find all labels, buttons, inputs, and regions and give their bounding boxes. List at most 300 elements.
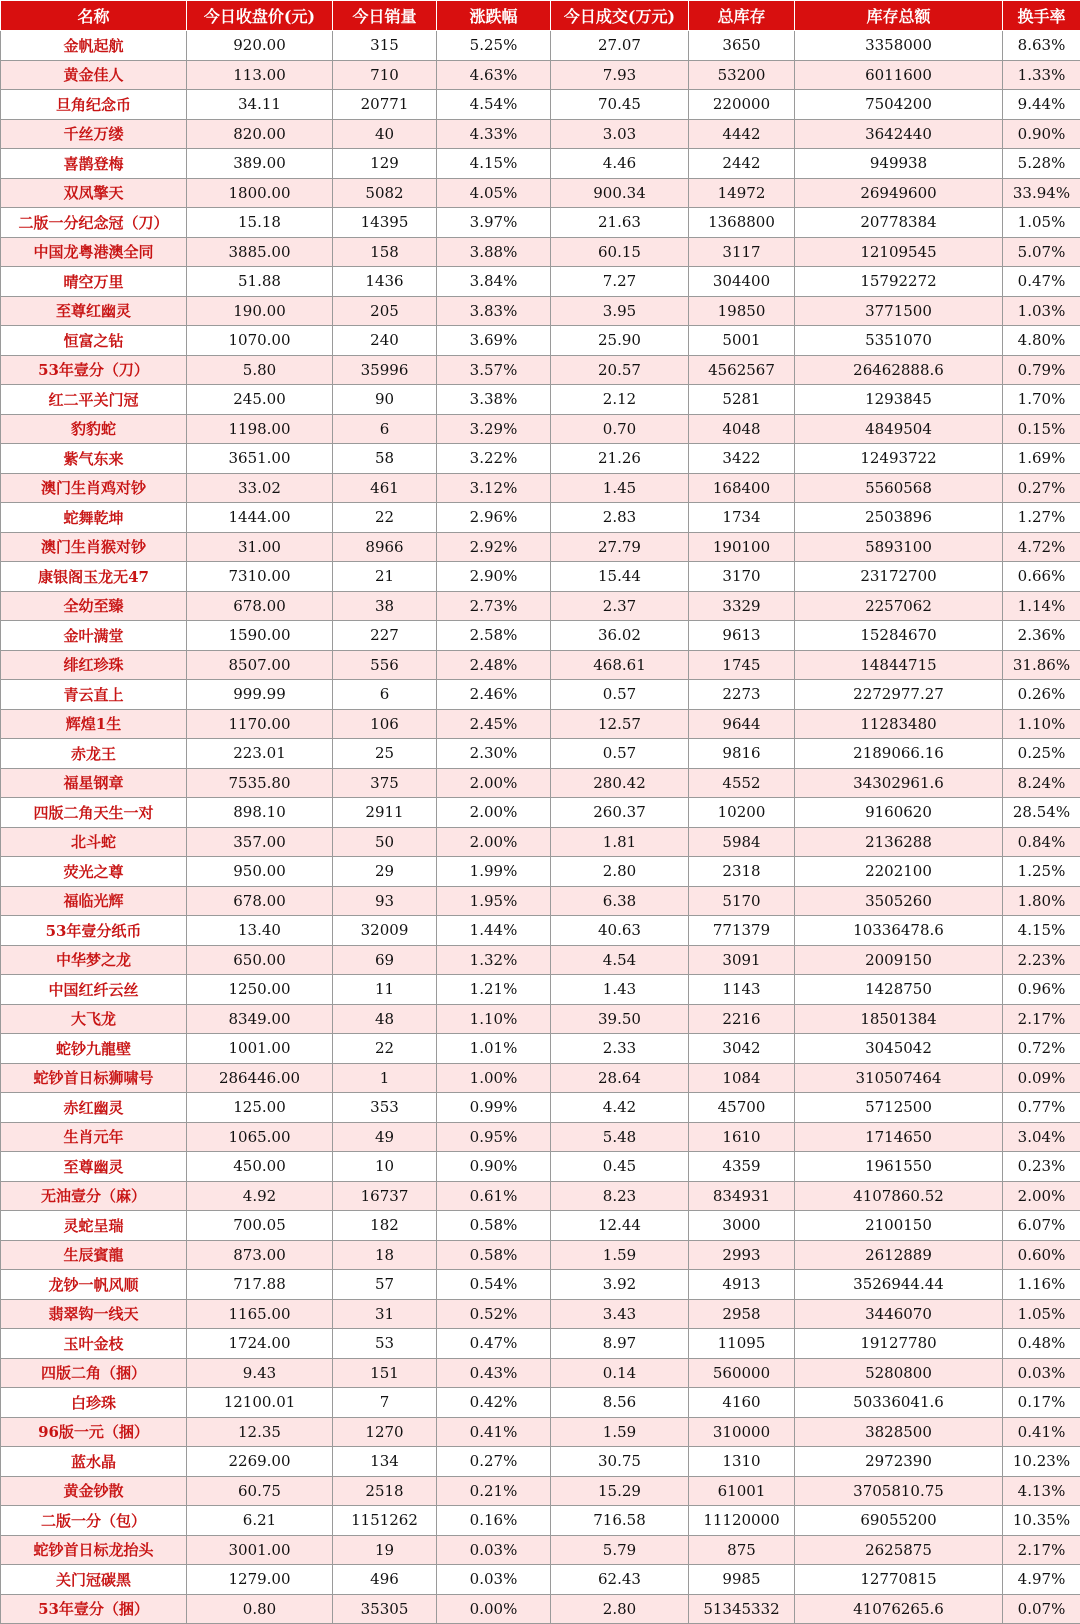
cell-turnover-amount: 2.12	[551, 385, 689, 415]
cell-stock-value: 6011600	[795, 60, 1003, 90]
cell-turnover-rate: 2.17%	[1003, 1004, 1080, 1034]
cell-name: 二版一分纪念冠（刀）	[1, 208, 187, 238]
cell-change-pct: 0.54%	[437, 1270, 551, 1300]
cell-total-stock: 53200	[689, 60, 795, 90]
cell-turnover-amount: 25.90	[551, 326, 689, 356]
cell-close-price: 678.00	[187, 886, 333, 916]
cell-change-pct: 1.21%	[437, 975, 551, 1005]
cell-total-stock: 3170	[689, 562, 795, 592]
table-row	[1, 680, 1080, 710]
cell-turnover-rate: 1.03%	[1003, 296, 1080, 326]
cell-sales-volume: 205	[333, 296, 437, 326]
cell-close-price: 15.18	[187, 208, 333, 238]
cell-change-pct: 1.01%	[437, 1034, 551, 1064]
cell-change-pct: 2.48%	[437, 650, 551, 680]
cell-turnover-amount: 70.45	[551, 90, 689, 120]
cell-turnover-rate: 0.72%	[1003, 1034, 1080, 1064]
cell-stock-value: 3446070	[795, 1299, 1003, 1329]
cell-total-stock: 1368800	[689, 208, 795, 238]
cell-change-pct: 1.95%	[437, 886, 551, 916]
cell-stock-value: 5560568	[795, 473, 1003, 503]
cell-turnover-rate: 0.90%	[1003, 119, 1080, 149]
cell-change-pct: 2.92%	[437, 532, 551, 562]
cell-name: 蛇钞首日标狮啸号	[1, 1063, 187, 1093]
cell-sales-volume: 556	[333, 650, 437, 680]
cell-stock-value: 34302961.6	[795, 768, 1003, 798]
table-row	[1, 1594, 1080, 1624]
cell-sales-volume: 35996	[333, 355, 437, 385]
cell-total-stock: 11120000	[689, 1506, 795, 1536]
cell-name: 蛇舞乾坤	[1, 503, 187, 533]
cell-stock-value: 2189066.16	[795, 739, 1003, 769]
cell-stock-value: 41076265.6	[795, 1594, 1003, 1624]
cell-turnover-rate: 2.36%	[1003, 621, 1080, 651]
cell-change-pct: 1.00%	[437, 1063, 551, 1093]
cell-total-stock: 51345332	[689, 1594, 795, 1624]
cell-stock-value: 5893100	[795, 532, 1003, 562]
cell-total-stock: 5001	[689, 326, 795, 356]
table-row	[1, 1476, 1080, 1506]
cell-sales-volume: 6	[333, 414, 437, 444]
cell-total-stock: 2958	[689, 1299, 795, 1329]
cell-sales-volume: 134	[333, 1447, 437, 1477]
cell-total-stock: 45700	[689, 1093, 795, 1123]
cell-sales-volume: 1151262	[333, 1506, 437, 1536]
cell-sales-volume: 25	[333, 739, 437, 769]
cell-turnover-amount: 8.97	[551, 1329, 689, 1359]
cell-stock-value: 20778384	[795, 208, 1003, 238]
cell-total-stock: 9816	[689, 739, 795, 769]
cell-turnover-rate: 8.24%	[1003, 768, 1080, 798]
cell-turnover-rate: 6.07%	[1003, 1211, 1080, 1241]
cell-stock-value: 19127780	[795, 1329, 1003, 1359]
cell-close-price: 357.00	[187, 827, 333, 857]
cell-turnover-rate: 1.14%	[1003, 591, 1080, 621]
cell-stock-value: 2625875	[795, 1535, 1003, 1565]
cell-name: 金帆起航	[1, 31, 187, 61]
cell-close-price: 113.00	[187, 60, 333, 90]
cell-change-pct: 3.84%	[437, 267, 551, 297]
cell-turnover-amount: 280.42	[551, 768, 689, 798]
cell-turnover-amount: 0.70	[551, 414, 689, 444]
cell-change-pct: 2.00%	[437, 768, 551, 798]
cell-name: 康银阁玉龙无47	[1, 562, 187, 592]
cell-sales-volume: 50	[333, 827, 437, 857]
cell-sales-volume: 1436	[333, 267, 437, 297]
cell-sales-volume: 20771	[333, 90, 437, 120]
cell-sales-volume: 1270	[333, 1417, 437, 1447]
cell-turnover-amount: 1.43	[551, 975, 689, 1005]
cell-sales-volume: 57	[333, 1270, 437, 1300]
cell-change-pct: 0.03%	[437, 1535, 551, 1565]
cell-name: 至尊幽灵	[1, 1152, 187, 1182]
cell-sales-volume: 49	[333, 1122, 437, 1152]
cell-name: 灵蛇呈瑞	[1, 1211, 187, 1241]
table-row	[1, 1152, 1080, 1182]
cell-close-price: 1198.00	[187, 414, 333, 444]
cell-total-stock: 3000	[689, 1211, 795, 1241]
table-row	[1, 1004, 1080, 1034]
cell-name: 96版一元（捆）	[1, 1417, 187, 1447]
cell-total-stock: 560000	[689, 1358, 795, 1388]
cell-change-pct: 3.97%	[437, 208, 551, 238]
table-row	[1, 385, 1080, 415]
cell-turnover-rate: 5.07%	[1003, 237, 1080, 267]
cell-total-stock: 3117	[689, 237, 795, 267]
cell-name: 喜鹊登梅	[1, 149, 187, 179]
cell-close-price: 999.99	[187, 680, 333, 710]
cell-turnover-amount: 8.56	[551, 1388, 689, 1418]
cell-turnover-amount: 2.37	[551, 591, 689, 621]
cell-total-stock: 9644	[689, 709, 795, 739]
cell-total-stock: 2442	[689, 149, 795, 179]
cell-stock-value: 3358000	[795, 31, 1003, 61]
cell-name: 晴空万里	[1, 267, 187, 297]
cell-turnover-rate: 1.80%	[1003, 886, 1080, 916]
cell-turnover-amount: 8.23	[551, 1181, 689, 1211]
cell-turnover-amount: 2.83	[551, 503, 689, 533]
cell-turnover-rate: 8.63%	[1003, 31, 1080, 61]
cell-turnover-amount: 15.44	[551, 562, 689, 592]
cell-turnover-rate: 2.17%	[1003, 1535, 1080, 1565]
table-row	[1, 1535, 1080, 1565]
cell-close-price: 678.00	[187, 591, 333, 621]
cell-stock-value: 50336041.6	[795, 1388, 1003, 1418]
cell-sales-volume: 32009	[333, 916, 437, 946]
cell-turnover-rate: 5.28%	[1003, 149, 1080, 179]
cell-sales-volume: 14395	[333, 208, 437, 238]
cell-name: 53年壹分（捆）	[1, 1594, 187, 1624]
table-row	[1, 60, 1080, 90]
cell-close-price: 1170.00	[187, 709, 333, 739]
cell-total-stock: 3650	[689, 31, 795, 61]
cell-name: 中国红纤云丝	[1, 975, 187, 1005]
cell-turnover-rate: 0.41%	[1003, 1417, 1080, 1447]
cell-stock-value: 23172700	[795, 562, 1003, 592]
cell-sales-volume: 240	[333, 326, 437, 356]
cell-change-pct: 0.16%	[437, 1506, 551, 1536]
cell-turnover-rate: 2.00%	[1003, 1181, 1080, 1211]
cell-total-stock: 1745	[689, 650, 795, 680]
cell-total-stock: 1610	[689, 1122, 795, 1152]
cell-stock-value: 2202100	[795, 857, 1003, 887]
cell-turnover-rate: 0.17%	[1003, 1388, 1080, 1418]
cell-total-stock: 190100	[689, 532, 795, 562]
cell-stock-value: 11283480	[795, 709, 1003, 739]
cell-total-stock: 4048	[689, 414, 795, 444]
table-row	[1, 296, 1080, 326]
cell-sales-volume: 40	[333, 119, 437, 149]
cell-total-stock: 4442	[689, 119, 795, 149]
cell-stock-value: 15284670	[795, 621, 1003, 651]
table-row	[1, 768, 1080, 798]
cell-sales-volume: 19	[333, 1535, 437, 1565]
cell-turnover-rate: 0.09%	[1003, 1063, 1080, 1093]
cell-name: 黄金钞散	[1, 1476, 187, 1506]
cell-turnover-rate: 0.25%	[1003, 739, 1080, 769]
cell-turnover-amount: 3.03	[551, 119, 689, 149]
cell-name: 至尊红幽灵	[1, 296, 187, 326]
cell-name: 全幼至臻	[1, 591, 187, 621]
table-body	[1, 31, 1080, 1624]
table-row	[1, 1063, 1080, 1093]
cell-total-stock: 2318	[689, 857, 795, 887]
cell-turnover-rate: 31.86%	[1003, 650, 1080, 680]
cell-sales-volume: 22	[333, 1034, 437, 1064]
cell-change-pct: 1.10%	[437, 1004, 551, 1034]
cell-name: 蛇钞九龍壁	[1, 1034, 187, 1064]
cell-stock-value: 4849504	[795, 414, 1003, 444]
cell-total-stock: 834931	[689, 1181, 795, 1211]
cell-sales-volume: 129	[333, 149, 437, 179]
table-row	[1, 1034, 1080, 1064]
cell-total-stock: 4160	[689, 1388, 795, 1418]
table-row	[1, 326, 1080, 356]
cell-stock-value: 5712500	[795, 1093, 1003, 1123]
cell-name: 玉叶金枝	[1, 1329, 187, 1359]
table-row	[1, 1447, 1080, 1477]
cell-stock-value: 2100150	[795, 1211, 1003, 1241]
cell-change-pct: 0.00%	[437, 1594, 551, 1624]
header-close-price: 今日收盘价(元)	[187, 1, 333, 31]
cell-change-pct: 0.27%	[437, 1447, 551, 1477]
cell-sales-volume: 31	[333, 1299, 437, 1329]
cell-name: 金叶满堂	[1, 621, 187, 651]
cell-name: 中国龙粤港澳全同	[1, 237, 187, 267]
cell-turnover-rate: 1.25%	[1003, 857, 1080, 887]
cell-turnover-rate: 0.66%	[1003, 562, 1080, 592]
cell-stock-value: 2009150	[795, 945, 1003, 975]
cell-turnover-amount: 0.57	[551, 739, 689, 769]
cell-total-stock: 220000	[689, 90, 795, 120]
cell-total-stock: 10200	[689, 798, 795, 828]
cell-turnover-amount: 60.15	[551, 237, 689, 267]
cell-turnover-rate: 0.26%	[1003, 680, 1080, 710]
cell-stock-value: 2257062	[795, 591, 1003, 621]
cell-turnover-rate: 0.47%	[1003, 267, 1080, 297]
cell-name: 二版一分（包）	[1, 1506, 187, 1536]
cell-stock-value: 3705810.75	[795, 1476, 1003, 1506]
cell-total-stock: 1143	[689, 975, 795, 1005]
cell-turnover-rate: 2.23%	[1003, 945, 1080, 975]
cell-sales-volume: 53	[333, 1329, 437, 1359]
cell-turnover-rate: 4.72%	[1003, 532, 1080, 562]
table-row	[1, 503, 1080, 533]
cell-turnover-amount: 4.54	[551, 945, 689, 975]
table-row	[1, 208, 1080, 238]
cell-turnover-rate: 0.77%	[1003, 1093, 1080, 1123]
cell-total-stock: 1084	[689, 1063, 795, 1093]
cell-total-stock: 14972	[689, 178, 795, 208]
cell-turnover-rate: 0.27%	[1003, 473, 1080, 503]
cell-sales-volume: 11	[333, 975, 437, 1005]
cell-turnover-amount: 2.80	[551, 857, 689, 887]
cell-turnover-rate: 1.05%	[1003, 208, 1080, 238]
cell-stock-value: 3045042	[795, 1034, 1003, 1064]
cell-change-pct: 1.32%	[437, 945, 551, 975]
cell-turnover-amount: 3.92	[551, 1270, 689, 1300]
cell-close-price: 12100.01	[187, 1388, 333, 1418]
cell-change-pct: 0.90%	[437, 1152, 551, 1182]
cell-turnover-amount: 1.59	[551, 1417, 689, 1447]
cell-turnover-rate: 4.97%	[1003, 1565, 1080, 1595]
cell-turnover-rate: 4.13%	[1003, 1476, 1080, 1506]
cell-turnover-amount: 1.45	[551, 473, 689, 503]
cell-change-pct: 0.99%	[437, 1093, 551, 1123]
cell-sales-volume: 106	[333, 709, 437, 739]
cell-close-price: 190.00	[187, 296, 333, 326]
cell-change-pct: 2.00%	[437, 798, 551, 828]
cell-turnover-amount: 2.80	[551, 1594, 689, 1624]
table-row	[1, 1299, 1080, 1329]
cell-sales-volume: 21	[333, 562, 437, 592]
cell-total-stock: 9613	[689, 621, 795, 651]
cell-turnover-rate: 0.23%	[1003, 1152, 1080, 1182]
cell-change-pct: 4.33%	[437, 119, 551, 149]
cell-stock-value: 5280800	[795, 1358, 1003, 1388]
cell-change-pct: 2.90%	[437, 562, 551, 592]
cell-close-price: 3651.00	[187, 444, 333, 474]
cell-sales-volume: 90	[333, 385, 437, 415]
table-row	[1, 237, 1080, 267]
cell-close-price: 245.00	[187, 385, 333, 415]
cell-change-pct: 2.45%	[437, 709, 551, 739]
cell-turnover-amount: 36.02	[551, 621, 689, 651]
cell-sales-volume: 48	[333, 1004, 437, 1034]
cell-stock-value: 12109545	[795, 237, 1003, 267]
cell-total-stock: 1734	[689, 503, 795, 533]
table-row	[1, 1358, 1080, 1388]
cell-turnover-amount: 2.33	[551, 1034, 689, 1064]
cell-turnover-amount: 28.64	[551, 1063, 689, 1093]
cell-change-pct: 2.58%	[437, 621, 551, 651]
cell-turnover-amount: 7.93	[551, 60, 689, 90]
cell-close-price: 60.75	[187, 1476, 333, 1506]
cell-turnover-amount: 12.44	[551, 1211, 689, 1241]
cell-close-price: 3001.00	[187, 1535, 333, 1565]
cell-name: 赤红幽灵	[1, 1093, 187, 1123]
cell-turnover-rate: 0.96%	[1003, 975, 1080, 1005]
table-row	[1, 532, 1080, 562]
cell-sales-volume: 22	[333, 503, 437, 533]
cell-change-pct: 3.88%	[437, 237, 551, 267]
cell-change-pct: 3.29%	[437, 414, 551, 444]
cell-turnover-rate: 0.79%	[1003, 355, 1080, 385]
cell-turnover-rate: 10.35%	[1003, 1506, 1080, 1536]
cell-change-pct: 0.03%	[437, 1565, 551, 1595]
cell-total-stock: 2273	[689, 680, 795, 710]
cell-turnover-amount: 1.59	[551, 1240, 689, 1270]
cell-close-price: 31.00	[187, 532, 333, 562]
cell-close-price: 1279.00	[187, 1565, 333, 1595]
cell-sales-volume: 10	[333, 1152, 437, 1182]
cell-sales-volume: 353	[333, 1093, 437, 1123]
cell-change-pct: 0.95%	[437, 1122, 551, 1152]
cell-turnover-rate: 0.60%	[1003, 1240, 1080, 1270]
cell-name: 蛇钞首日标龙抬头	[1, 1535, 187, 1565]
cell-change-pct: 0.61%	[437, 1181, 551, 1211]
table-row	[1, 119, 1080, 149]
cell-stock-value: 2272977.27	[795, 680, 1003, 710]
cell-total-stock: 3422	[689, 444, 795, 474]
cell-close-price: 1800.00	[187, 178, 333, 208]
cell-turnover-amount: 4.42	[551, 1093, 689, 1123]
table-row	[1, 591, 1080, 621]
table-row	[1, 975, 1080, 1005]
cell-stock-value: 4107860.52	[795, 1181, 1003, 1211]
table-row	[1, 1565, 1080, 1595]
cell-close-price: 1070.00	[187, 326, 333, 356]
cell-total-stock: 168400	[689, 473, 795, 503]
cell-turnover-rate: 1.05%	[1003, 1299, 1080, 1329]
cell-turnover-amount: 62.43	[551, 1565, 689, 1595]
cell-change-pct: 3.22%	[437, 444, 551, 474]
cell-stock-value: 10336478.6	[795, 916, 1003, 946]
table-row	[1, 1270, 1080, 1300]
cell-change-pct: 3.38%	[437, 385, 551, 415]
cell-close-price: 6.21	[187, 1506, 333, 1536]
cell-total-stock: 5984	[689, 827, 795, 857]
cell-close-price: 5.80	[187, 355, 333, 385]
cell-turnover-amount: 21.63	[551, 208, 689, 238]
cell-sales-volume: 2911	[333, 798, 437, 828]
cell-turnover-rate: 0.07%	[1003, 1594, 1080, 1624]
cell-close-price: 820.00	[187, 119, 333, 149]
cell-change-pct: 3.57%	[437, 355, 551, 385]
cell-total-stock: 2993	[689, 1240, 795, 1270]
cell-turnover-rate: 1.70%	[1003, 385, 1080, 415]
cell-turnover-amount: 0.57	[551, 680, 689, 710]
table-row	[1, 916, 1080, 946]
cell-total-stock: 19850	[689, 296, 795, 326]
cell-close-price: 3885.00	[187, 237, 333, 267]
cell-close-price: 450.00	[187, 1152, 333, 1182]
cell-turnover-amount: 260.37	[551, 798, 689, 828]
cell-change-pct: 2.30%	[437, 739, 551, 769]
cell-turnover-rate: 0.15%	[1003, 414, 1080, 444]
cell-change-pct: 4.15%	[437, 149, 551, 179]
cell-sales-volume: 6	[333, 680, 437, 710]
cell-close-price: 9.43	[187, 1358, 333, 1388]
cell-name: 四版二角天生一对	[1, 798, 187, 828]
cell-change-pct: 3.69%	[437, 326, 551, 356]
table-row	[1, 857, 1080, 887]
table-row	[1, 1240, 1080, 1270]
header-change-pct: 涨跌幅	[437, 1, 551, 31]
cell-name: 关门冠碳黑	[1, 1565, 187, 1595]
table-row	[1, 31, 1080, 61]
cell-close-price: 1165.00	[187, 1299, 333, 1329]
cell-turnover-amount: 30.75	[551, 1447, 689, 1477]
cell-sales-volume: 69	[333, 945, 437, 975]
cell-stock-value: 1293845	[795, 385, 1003, 415]
cell-name: 辉煌1生	[1, 709, 187, 739]
cell-name: 福临光辉	[1, 886, 187, 916]
cell-close-price: 0.80	[187, 1594, 333, 1624]
cell-change-pct: 1.99%	[437, 857, 551, 887]
cell-name: 荧光之尊	[1, 857, 187, 887]
cell-sales-volume: 151	[333, 1358, 437, 1388]
table-row	[1, 1211, 1080, 1241]
table-row	[1, 90, 1080, 120]
cell-stock-value: 3642440	[795, 119, 1003, 149]
cell-close-price: 1065.00	[187, 1122, 333, 1152]
cell-sales-volume: 58	[333, 444, 437, 474]
cell-total-stock: 304400	[689, 267, 795, 297]
cell-close-price: 1250.00	[187, 975, 333, 1005]
cell-turnover-amount: 27.07	[551, 31, 689, 61]
cell-sales-volume: 182	[333, 1211, 437, 1241]
